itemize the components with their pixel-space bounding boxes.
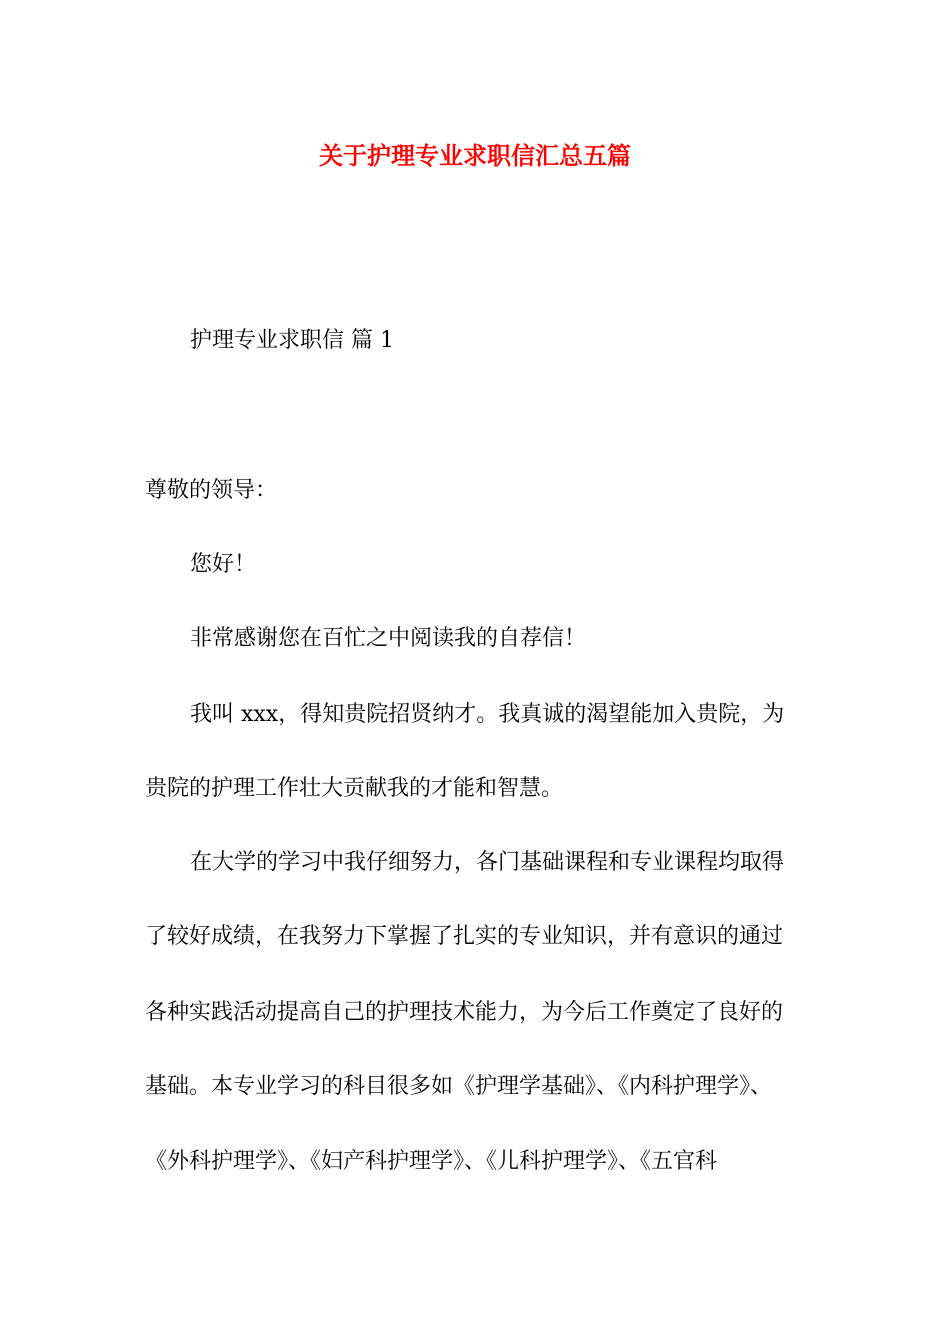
- paragraph-line: 在大学的学习中我仔细努力，各门基础课程和专业课程均取得: [190, 850, 785, 875]
- salutation: 尊敬的领导：: [145, 478, 278, 503]
- greeting: 您好！: [190, 552, 257, 577]
- paragraph-line: 非常感谢您在百忙之中阅读我的自荐信！: [190, 626, 587, 651]
- paragraph-line: 贵院的护理工作壮大贡献我的才能和智慧。: [145, 776, 564, 801]
- paragraph-line: 我叫 xxx，得知贵院招贤纳才。我真诚的渴望能加入贵院，为: [190, 702, 785, 727]
- paragraph-line: 基础。本专业学习的科目很多如《护理学基础》、《内科护理学》、: [145, 1074, 773, 1099]
- section-heading: 护理专业求职信 篇 1: [190, 328, 394, 353]
- paragraph-line: 《外科护理学》、《妇产科护理学》、《儿科护理学》、《五官科: [145, 1149, 718, 1174]
- paragraph-line: 各种实践活动提高自己的护理技术能力，为今后工作奠定了良好的: [145, 1000, 784, 1025]
- paragraph-line: 了较好成绩，在我努力下掌握了扎实的专业知识，并有意识的通过: [145, 924, 784, 949]
- document-title: 关于护理专业求职信汇总五篇: [319, 142, 631, 170]
